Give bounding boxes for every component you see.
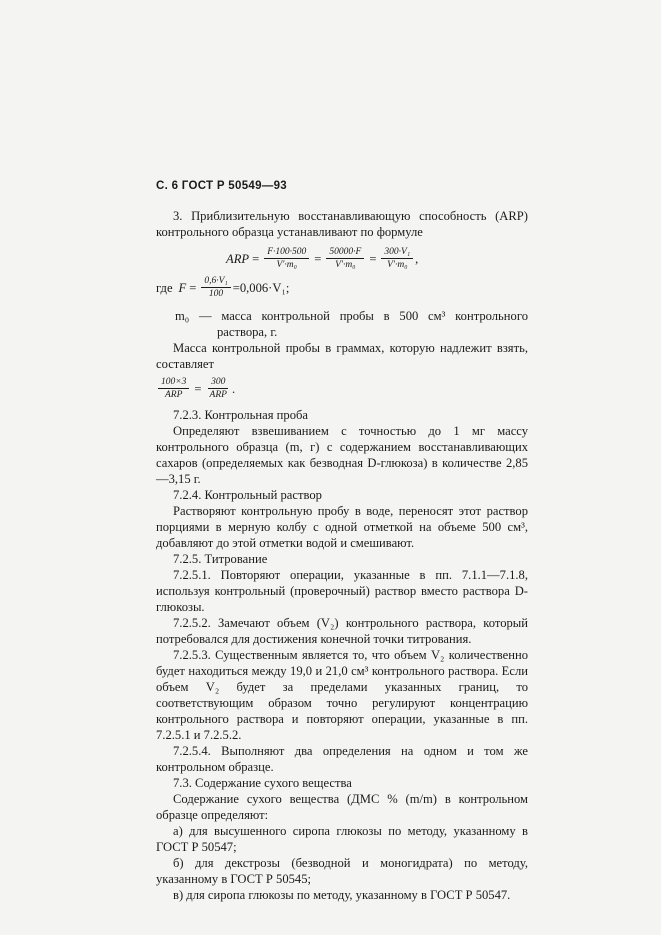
f-equals: = (189, 280, 197, 295)
formula-equals-3: = (369, 251, 377, 266)
mass-fraction-1 (158, 376, 189, 401)
fraction-3 (381, 246, 413, 271)
section-7-2-3-title: 7.2.3. Контрольная проба (173, 408, 309, 422)
section-7-3-text: Содержание сухого вещества (ДМС % (m/m) в контрольном образце определяют: (156, 792, 528, 822)
arp-paragraph: 3. Приблизительную восстанавливающую способность (ARP) контрольного образца устанавливают по формуле (156, 209, 528, 239)
fraction-1 (264, 246, 309, 271)
fraction-2 (326, 246, 364, 271)
f-fraction-numerator: 0,6·V₁ (201, 275, 230, 288)
mass-fraction-2-numerator: 300 (208, 376, 228, 389)
mass-paragraph: Масса контрольной пробы в граммах, которую надлежит взять, составляет (156, 341, 528, 371)
mass-fraction-1-numerator: 100×3 (158, 376, 189, 389)
f-fraction-denominator: 100 (208, 289, 224, 299)
list-item-b: б) для декстрозы (безводной и моногидрата) по методу, указанному в ГОСТ Р 50545; (156, 856, 528, 886)
mass-fraction-2-denominator: ARP (209, 390, 227, 400)
list-item-a: а) для высушенного сиропа глюкозы по методу, указанному в ГОСТ Р 50547; (156, 824, 528, 854)
formula-equals: = (252, 251, 260, 266)
f-formula (156, 275, 528, 300)
fraction-3-numerator: 300·V₁ (381, 246, 413, 259)
fraction-3-denominator: V′·m₀ (387, 260, 408, 270)
formula-end: , (415, 251, 419, 266)
formula-equals-2: = (314, 251, 322, 266)
fraction-1-numerator: F·100·500 (264, 246, 309, 259)
section-7-3-title: 7.3. Содержание сухого вещества (173, 776, 352, 790)
mass-equals: = (194, 381, 202, 396)
section-7-2-4-text: Растворяют контрольную пробу в воде, переносят этот раствор порциями в мерную колбу с одной отметкой на объеме 500 см³, добавляют до этой отметки водой и смешивают. (156, 504, 528, 550)
f-rhs: =0,006·V₁; (232, 280, 290, 295)
section-7-2-3-text: Определяют взвешиванием с точностью до 1 мг массу контрольного образца (m, г) с содержанием восстанавливающих сахаров (определяемых как безводная D-глюкоза) в количестве 2,85—3,15 г. (156, 424, 528, 486)
fraction-2-numerator: 50000·F (326, 246, 364, 259)
f-fraction (201, 275, 230, 300)
formula-lhs: ARP (226, 251, 250, 266)
where-label: где (156, 280, 173, 295)
list-item-c: в) для сиропа глюкозы по методу, указанному в ГОСТ Р 50547. (173, 888, 511, 902)
fraction-1-denominator: V′·m₀ (276, 260, 297, 270)
mass-formula (156, 376, 528, 401)
f-lhs: F (178, 280, 187, 295)
section-7-2-5-4: 7.2.5.4. Выполняют два определения на одном и том же контрольном образце. (156, 744, 528, 774)
section-7-2-4-title: 7.2.4. Контрольный раствор (173, 488, 322, 502)
m0-definition: m₀ — масса контрольной пробы в 500 см³ контрольного раствора, г. (175, 309, 528, 339)
mass-fraction-2 (207, 376, 230, 401)
section-7-2-5-1: 7.2.5.1. Повторяют операции, указанные в пп. 7.1.1—7.1.8, используя контрольный (проверочный) раствор вместо раствора D-глюкозы. (156, 568, 528, 614)
fraction-2-denominator: V′·m₀ (335, 260, 356, 270)
section-7-2-5-3: 7.2.5.3. Существенным является то, что объем V₂ количественно будет находиться между 19,0 и 21,0 см³ контрольного раствора. Если объем V₂ будет за пределами указанных границ, то соответствующим образом точно регулируют концентрацию контрольного раствора и повторяют операции, указанные в пп. 7.2.5.1 и 7.2.5.2. (156, 648, 528, 742)
page-header: С. 6 ГОСТ Р 50549—93 (156, 180, 287, 192)
mass-formula-end: . (231, 381, 236, 396)
arp-formula (226, 246, 528, 271)
section-7-2-5-2: 7.2.5.2. Замечают объем (V₂) контрольного раствора, который потребовался для достижения конечной точки титрования. (156, 616, 528, 646)
document-body (156, 208, 528, 903)
section-7-2-5-title: 7.2.5. Титрование (173, 552, 268, 566)
mass-fraction-1-denominator: ARP (165, 390, 183, 400)
